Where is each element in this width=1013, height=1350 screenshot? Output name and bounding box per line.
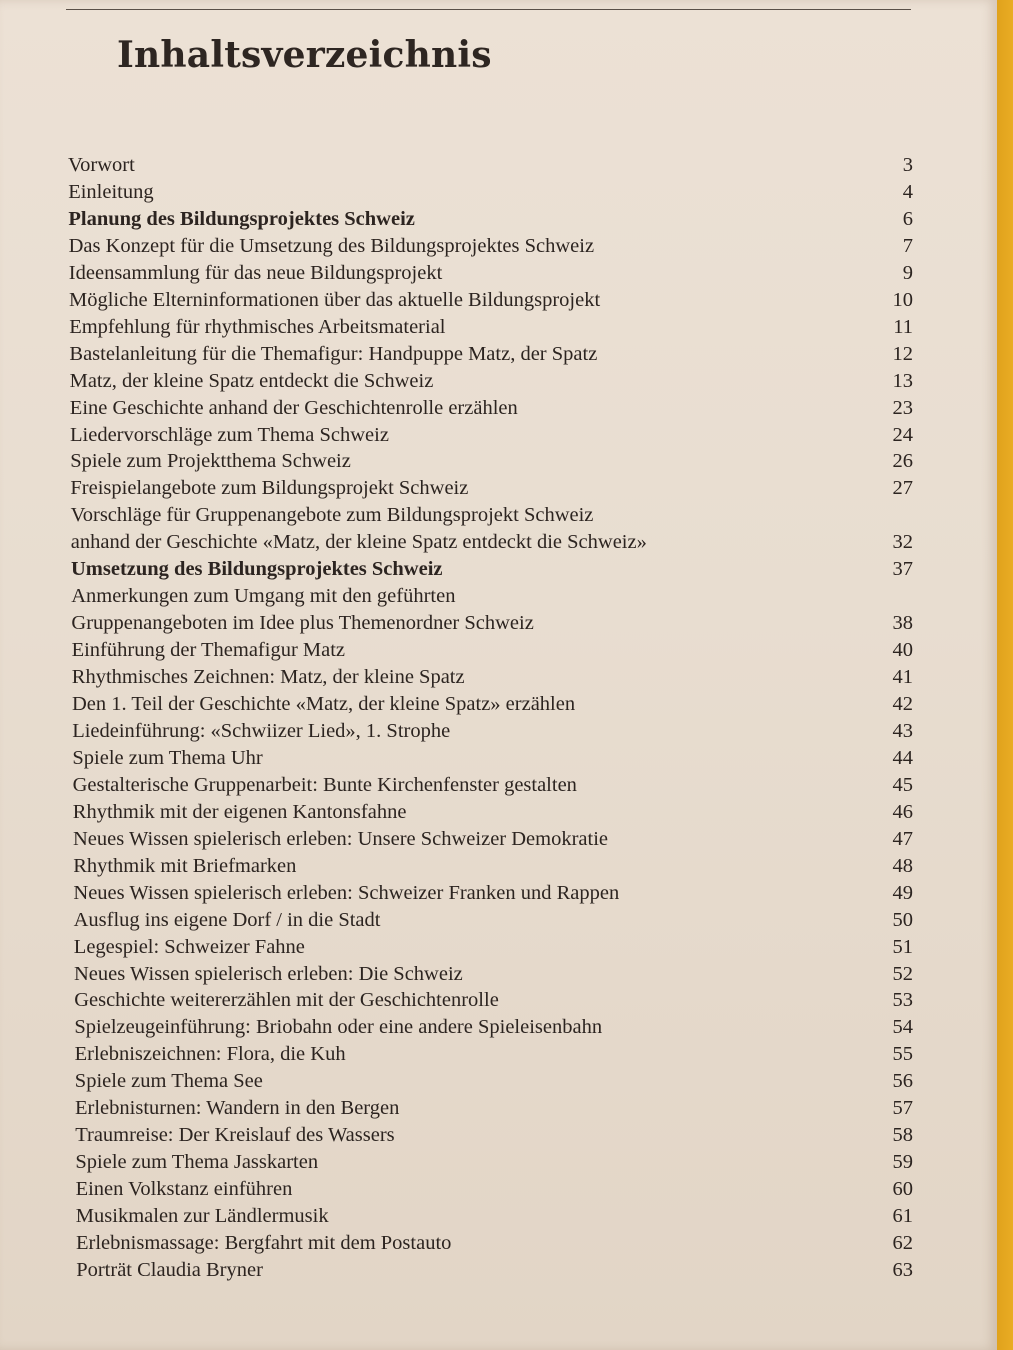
toc-entry [0,1149,997,1176]
toc-entry-page: 58 [892,1124,913,1147]
toc-entry-title: Legespiel: Schweizer Fahne [73,935,305,958]
toc-entry [0,233,997,260]
toc-entry [0,314,997,341]
toc-entry [0,502,997,529]
toc-entry-title: Spielzeugeinführung: Briobahn oder eine andere Spieleisenbahn [74,1016,603,1039]
toc-entry-page: 61 [892,1205,913,1228]
toc-entry-title: anhand der Geschichte «Matz, der kleine Spatz entdeckt die Schweiz» [70,531,647,554]
toc-entry-page: 59 [892,1151,913,1174]
toc-entry-page: 4 [902,180,913,203]
toc-entry [0,1230,997,1257]
toc-entry-title: Liedeinführung: «Schwiizer Lied», 1. Strophe [72,719,451,742]
toc-entry-page: 12 [892,342,913,365]
toc-entry-page: 47 [892,827,913,850]
toc-entry [0,206,997,233]
toc-entry-page: 3 [902,154,913,176]
toc-entry-title: Porträt Claudia Bryner [76,1258,263,1281]
toc-entry [0,1095,997,1122]
toc-entry [0,1041,997,1068]
toc-entry-page: 56 [892,1070,913,1093]
toc-entry [0,934,997,961]
toc-entry [0,179,997,206]
toc-entry-title: Neues Wissen spielerisch erleben: Die Schweiz [74,962,463,985]
toc-entry-page: 51 [892,935,913,958]
toc-entry-title: Umsetzung des Bildungsprojektes Schweiz [71,558,443,581]
toc-entry-title: Freispielangebote zum Bildungsprojekt Schweiz [70,477,469,500]
toc-entry-page: 62 [892,1232,913,1254]
toc-entry-title: Eine Geschichte anhand der Geschichtenrolle erzählen [69,396,518,419]
toc-entry-page: 13 [892,369,913,392]
toc-entry [0,152,997,179]
toc-entry [0,1014,997,1041]
toc-entry-page: 41 [892,666,913,689]
toc-entry-title: Erlebniszeichnen: Flora, die Kuh [74,1043,346,1066]
toc-entry-title: Matz, der kleine Spatz entdeckt die Schweiz [69,369,434,392]
toc-entry-page: 50 [892,908,913,931]
toc-entry [0,1068,997,1095]
toc-entry [0,853,997,880]
toc-entry-page: 57 [892,1097,913,1120]
toc-entry-title: Liedervorschläge zum Thema Schweiz [70,423,389,446]
toc-entry-title: Spiele zum Thema Jasskarten [75,1151,319,1174]
toc-entry-page: 54 [892,1016,913,1039]
toc-entry [0,772,997,799]
toc-entry-title: Spiele zum Thema Uhr [72,746,263,769]
toc-entry [0,260,997,287]
toc-entry [0,556,997,583]
toc-entry [0,664,997,691]
toc-entry-page: 9 [902,261,913,284]
toc-entry-page: 42 [892,693,913,715]
toc-entry [0,1122,997,1149]
toc-entry [0,368,997,395]
toc-entry-title: Einen Volkstanz einführen [75,1178,293,1201]
toc-entry-page: 11 [893,315,913,338]
toc-entry [0,610,997,637]
toc-entry-title: Ideensammlung für das neue Bildungsprojekt [68,261,443,284]
toc-entry-title: Das Konzept für die Umsetzung des Bildungsprojektes Schweiz [68,234,595,257]
toc-entry-title: Anmerkungen zum Umgang mit den geführten [71,585,456,608]
toc-entry-page: 10 [892,288,913,311]
toc-entry-page: 27 [892,477,913,500]
toc-entry [0,475,997,502]
toc-entry [0,880,997,907]
toc-entry-page: 37 [892,558,913,581]
toc-entry-title: Planung des Bildungsprojektes Schweiz [68,207,415,230]
toc-entry-page: 6 [902,207,913,230]
toc-entry-page: 23 [892,396,913,419]
toc-entry [0,287,997,314]
toc-entry-page: 32 [892,531,913,554]
toc-entry-page: 38 [892,612,913,635]
toc-entry-page: 63 [892,1258,913,1281]
toc-entry [0,341,997,368]
toc-entry-title: Empfehlung für rhythmisches Arbeitsmaterial [69,315,446,338]
toc-entry-title: Spiele zum Projektthema Schweiz [70,450,351,473]
toc-entry [0,448,997,475]
toc-entry-title: Gruppenangeboten im Idee plus Themenordner Schweiz [71,612,534,635]
toc-entry [0,961,997,988]
toc-entry-title: Spiele zum Thema See [74,1070,263,1093]
toc-entry-title: Rhythmik mit Briefmarken [73,854,297,877]
toc-entry-title: Rhythmisches Zeichnen: Matz, der kleine Spatz [71,666,465,689]
toc-entry-title: Einführung der Themafigur Matz [71,639,346,662]
toc-entry-page: 40 [892,639,913,662]
toc-entry [0,583,997,610]
toc-entry [0,422,997,449]
toc-entry [0,987,997,1014]
toc-entry-title: Einleitung [68,180,154,203]
toc-entry-title: Musikmalen zur Ländlermusik [75,1205,329,1228]
toc-entry-title: Neues Wissen spielerisch erleben: Unsere Schweizer Demokratie [73,827,609,850]
toc-entry-title: Ausflug ins eigene Dorf / in die Stadt [73,908,381,931]
toc-entry [0,826,997,853]
toc-entry [0,799,997,826]
toc-entry [0,718,997,745]
toc-entry-page: 60 [892,1178,913,1201]
toc-entry [0,691,997,718]
toc-entry-page: 49 [892,881,913,904]
toc-entry-page: 44 [892,746,913,769]
toc-entry [0,1203,997,1230]
page-title: Inhaltsverzeichnis [117,34,492,76]
toc-entry [0,637,997,664]
toc-entry-title: Erlebnismassage: Bergfahrt mit dem Postauto [76,1232,452,1254]
toc-entry-title: Den 1. Teil der Geschichte «Matz, der kleine Spatz» erzählen [72,693,576,715]
toc-entry-title: Erlebnisturnen: Wandern in den Bergen [75,1097,400,1120]
toc-entry-title: Bastelanleitung für die Themafigur: Handpuppe Matz, der Spatz [69,342,598,365]
toc-entry-page: 26 [892,450,913,473]
toc-entry [0,529,997,556]
toc-entry-page: 52 [892,962,913,985]
toc-entry-page: 7 [902,234,913,257]
toc-entry [0,1176,997,1203]
toc-entry-title: Geschichte weitererzählen mit der Geschichtenrolle [74,989,499,1012]
toc-entry-page: 48 [892,854,913,877]
toc-entry [0,1257,997,1284]
toc-entry-title: Traumreise: Der Kreislauf des Wassers [75,1124,395,1147]
toc-entry-page: 45 [892,773,913,796]
toc-entry-page: 43 [892,719,913,742]
toc-entry-title: Vorwort [68,154,135,176]
toc-entry-page: 24 [892,423,913,446]
toc-entry [0,745,997,772]
toc-entry-title: Gestalterische Gruppenarbeit: Bunte Kirchenfenster gestalten [72,773,577,796]
toc-entry-title: Vorschläge für Gruppenangebote zum Bildungsprojekt Schweiz [70,504,594,527]
toc-entry [0,907,997,934]
toc-entry-title: Rhythmik mit der eigenen Kantonsfahne [72,800,407,823]
toc-entry [0,395,997,422]
toc-entry-page: 55 [892,1043,913,1066]
toc-entry-title: Neues Wissen spielerisch erleben: Schweizer Franken und Rappen [73,881,620,904]
toc-entry-page: 53 [892,989,913,1012]
toc-entry-title: Mögliche Elterninformationen über das aktuelle Bildungsprojekt [69,288,601,311]
toc-entry-page: 46 [892,800,913,823]
